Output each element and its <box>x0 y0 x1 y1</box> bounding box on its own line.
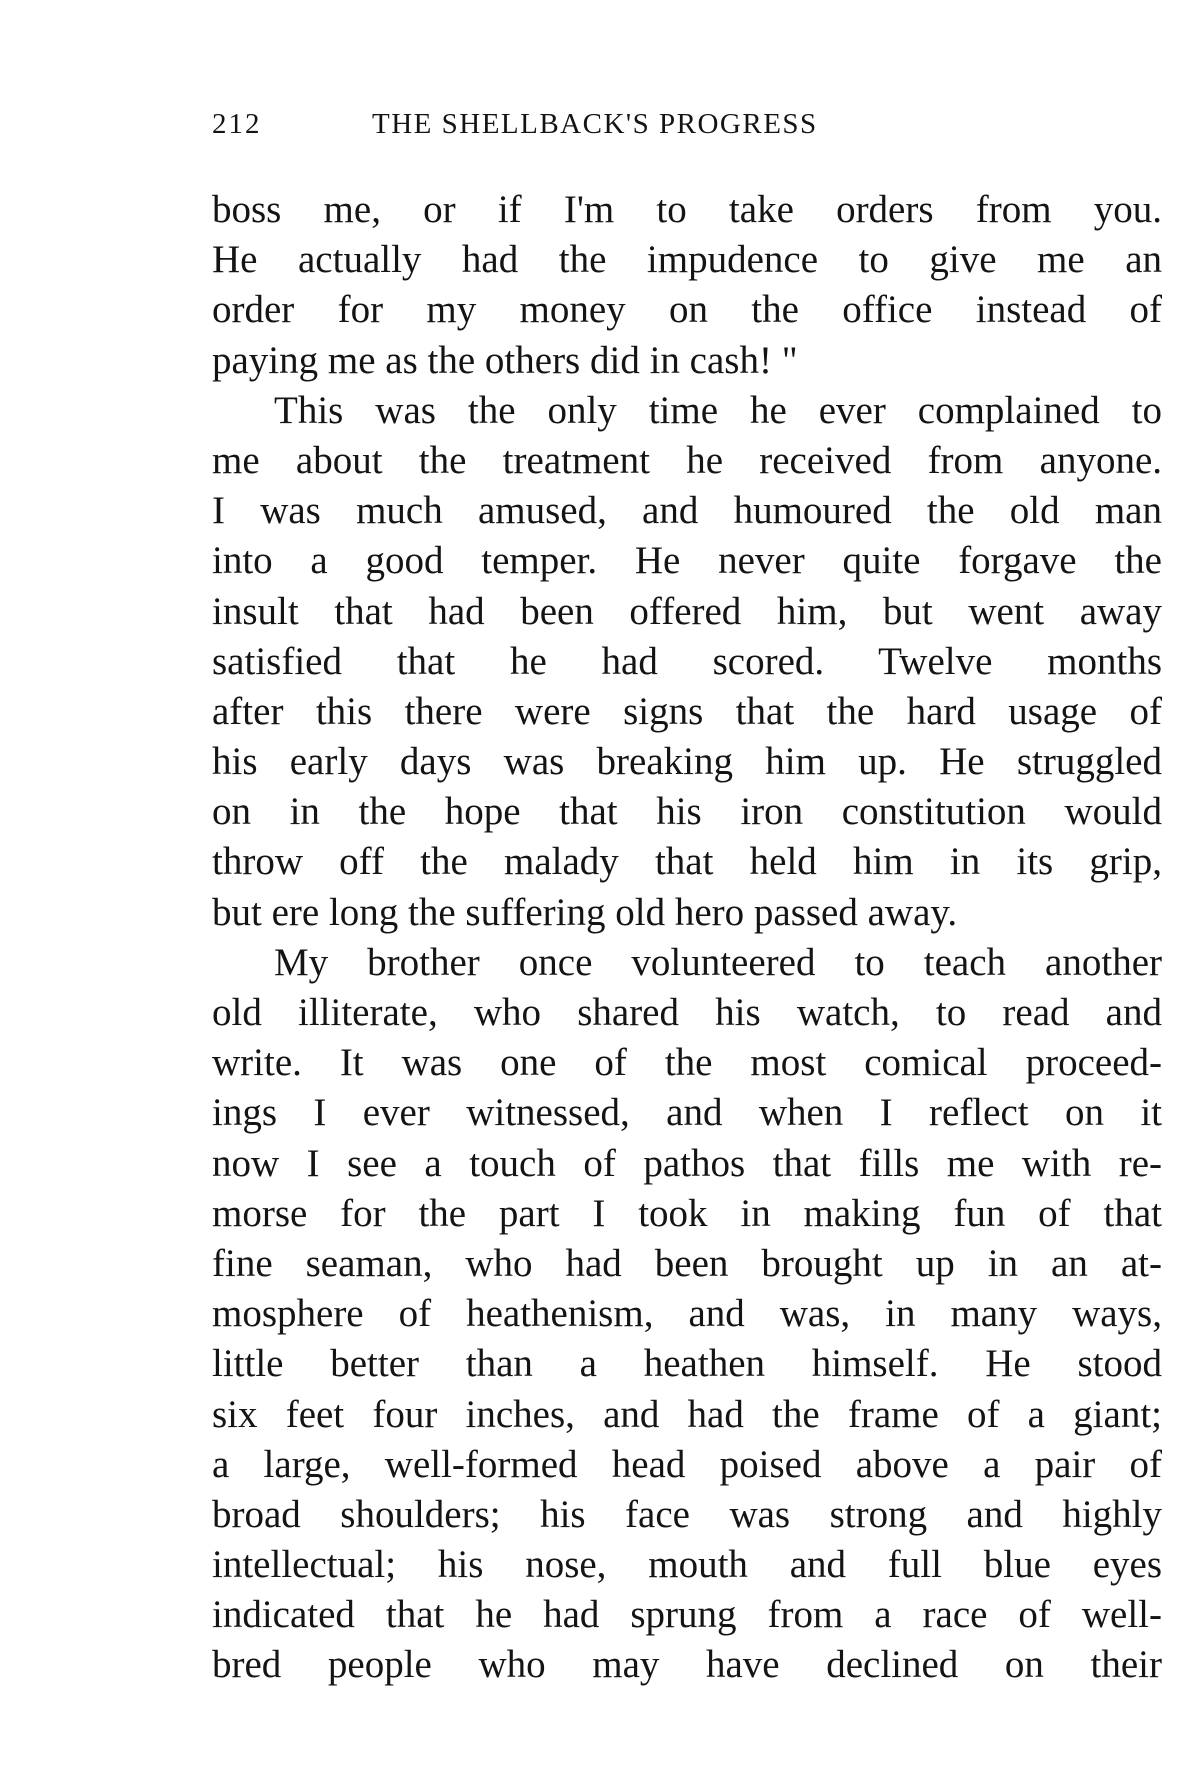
text-line: a large, well-formed head poised above a pair of <box>212 1442 1162 1486</box>
body-text <box>212 185 1162 1691</box>
text-line: after this there were signs that the hard usage of <box>212 689 1162 733</box>
text-line: write. It was one of the most comical proceed- <box>212 1041 1162 1085</box>
text-line: This was the only time he ever complained to <box>274 388 1162 432</box>
running-head: THE SHELLBACK'S PROGRESS <box>372 108 818 140</box>
text-line: satisfied that he had scored. Twelve months <box>212 639 1162 683</box>
text-line: paying me as the others did in cash! " <box>212 338 798 382</box>
text-line: on in the hope that his iron constitution would <box>212 790 1162 834</box>
text-line: his early days was breaking him up. He struggled <box>212 740 1162 784</box>
text-line: ings I ever witnessed, and when I reflect on it <box>212 1091 1162 1135</box>
text-line: throw off the malady that held him in its grip, <box>212 840 1162 884</box>
text-line: intellectual; his nose, mouth and full blue eyes <box>212 1543 1162 1587</box>
text-line: boss me, or if I'm to take orders from you. <box>212 188 1162 231</box>
text-line: little better than a heathen himself. He stood <box>212 1342 1162 1386</box>
page-number: 212 <box>212 108 262 140</box>
text-line: morse for the part I took in making fun of that <box>212 1191 1162 1235</box>
text-line: insult that had been offered him, but went away <box>212 589 1162 633</box>
text-line: six feet four inches, and had the frame of a giant; <box>212 1392 1162 1436</box>
text-line: order for my money on the office instead of <box>212 288 1162 332</box>
text-line: fine seaman, who had been brought up in an at- <box>212 1241 1162 1285</box>
text-line: bred people who may have declined on their <box>212 1643 1162 1687</box>
text-line: but ere long the suffering old hero passed away. <box>212 890 958 934</box>
text-line: indicated that he had sprung from a race of well- <box>212 1593 1162 1637</box>
text-line: He actually had the impudence to give me an <box>212 238 1162 282</box>
text-line: I was much amused, and humoured the old man <box>212 489 1162 533</box>
text-line: My brother once volunteered to teach another <box>274 940 1162 984</box>
text-line: broad shoulders; his face was strong and highly <box>212 1492 1162 1536</box>
text-line: into a good temper. He never quite forgave the <box>212 539 1162 583</box>
text-line: mosphere of heathenism, and was, in many ways, <box>212 1292 1162 1336</box>
text-line: me about the treatment he received from anyone. <box>212 438 1162 482</box>
page-header <box>212 108 972 148</box>
text-line: old illiterate, who shared his watch, to read and <box>212 991 1162 1034</box>
text-line: now I see a touch of pathos that fills me with re- <box>212 1141 1162 1185</box>
